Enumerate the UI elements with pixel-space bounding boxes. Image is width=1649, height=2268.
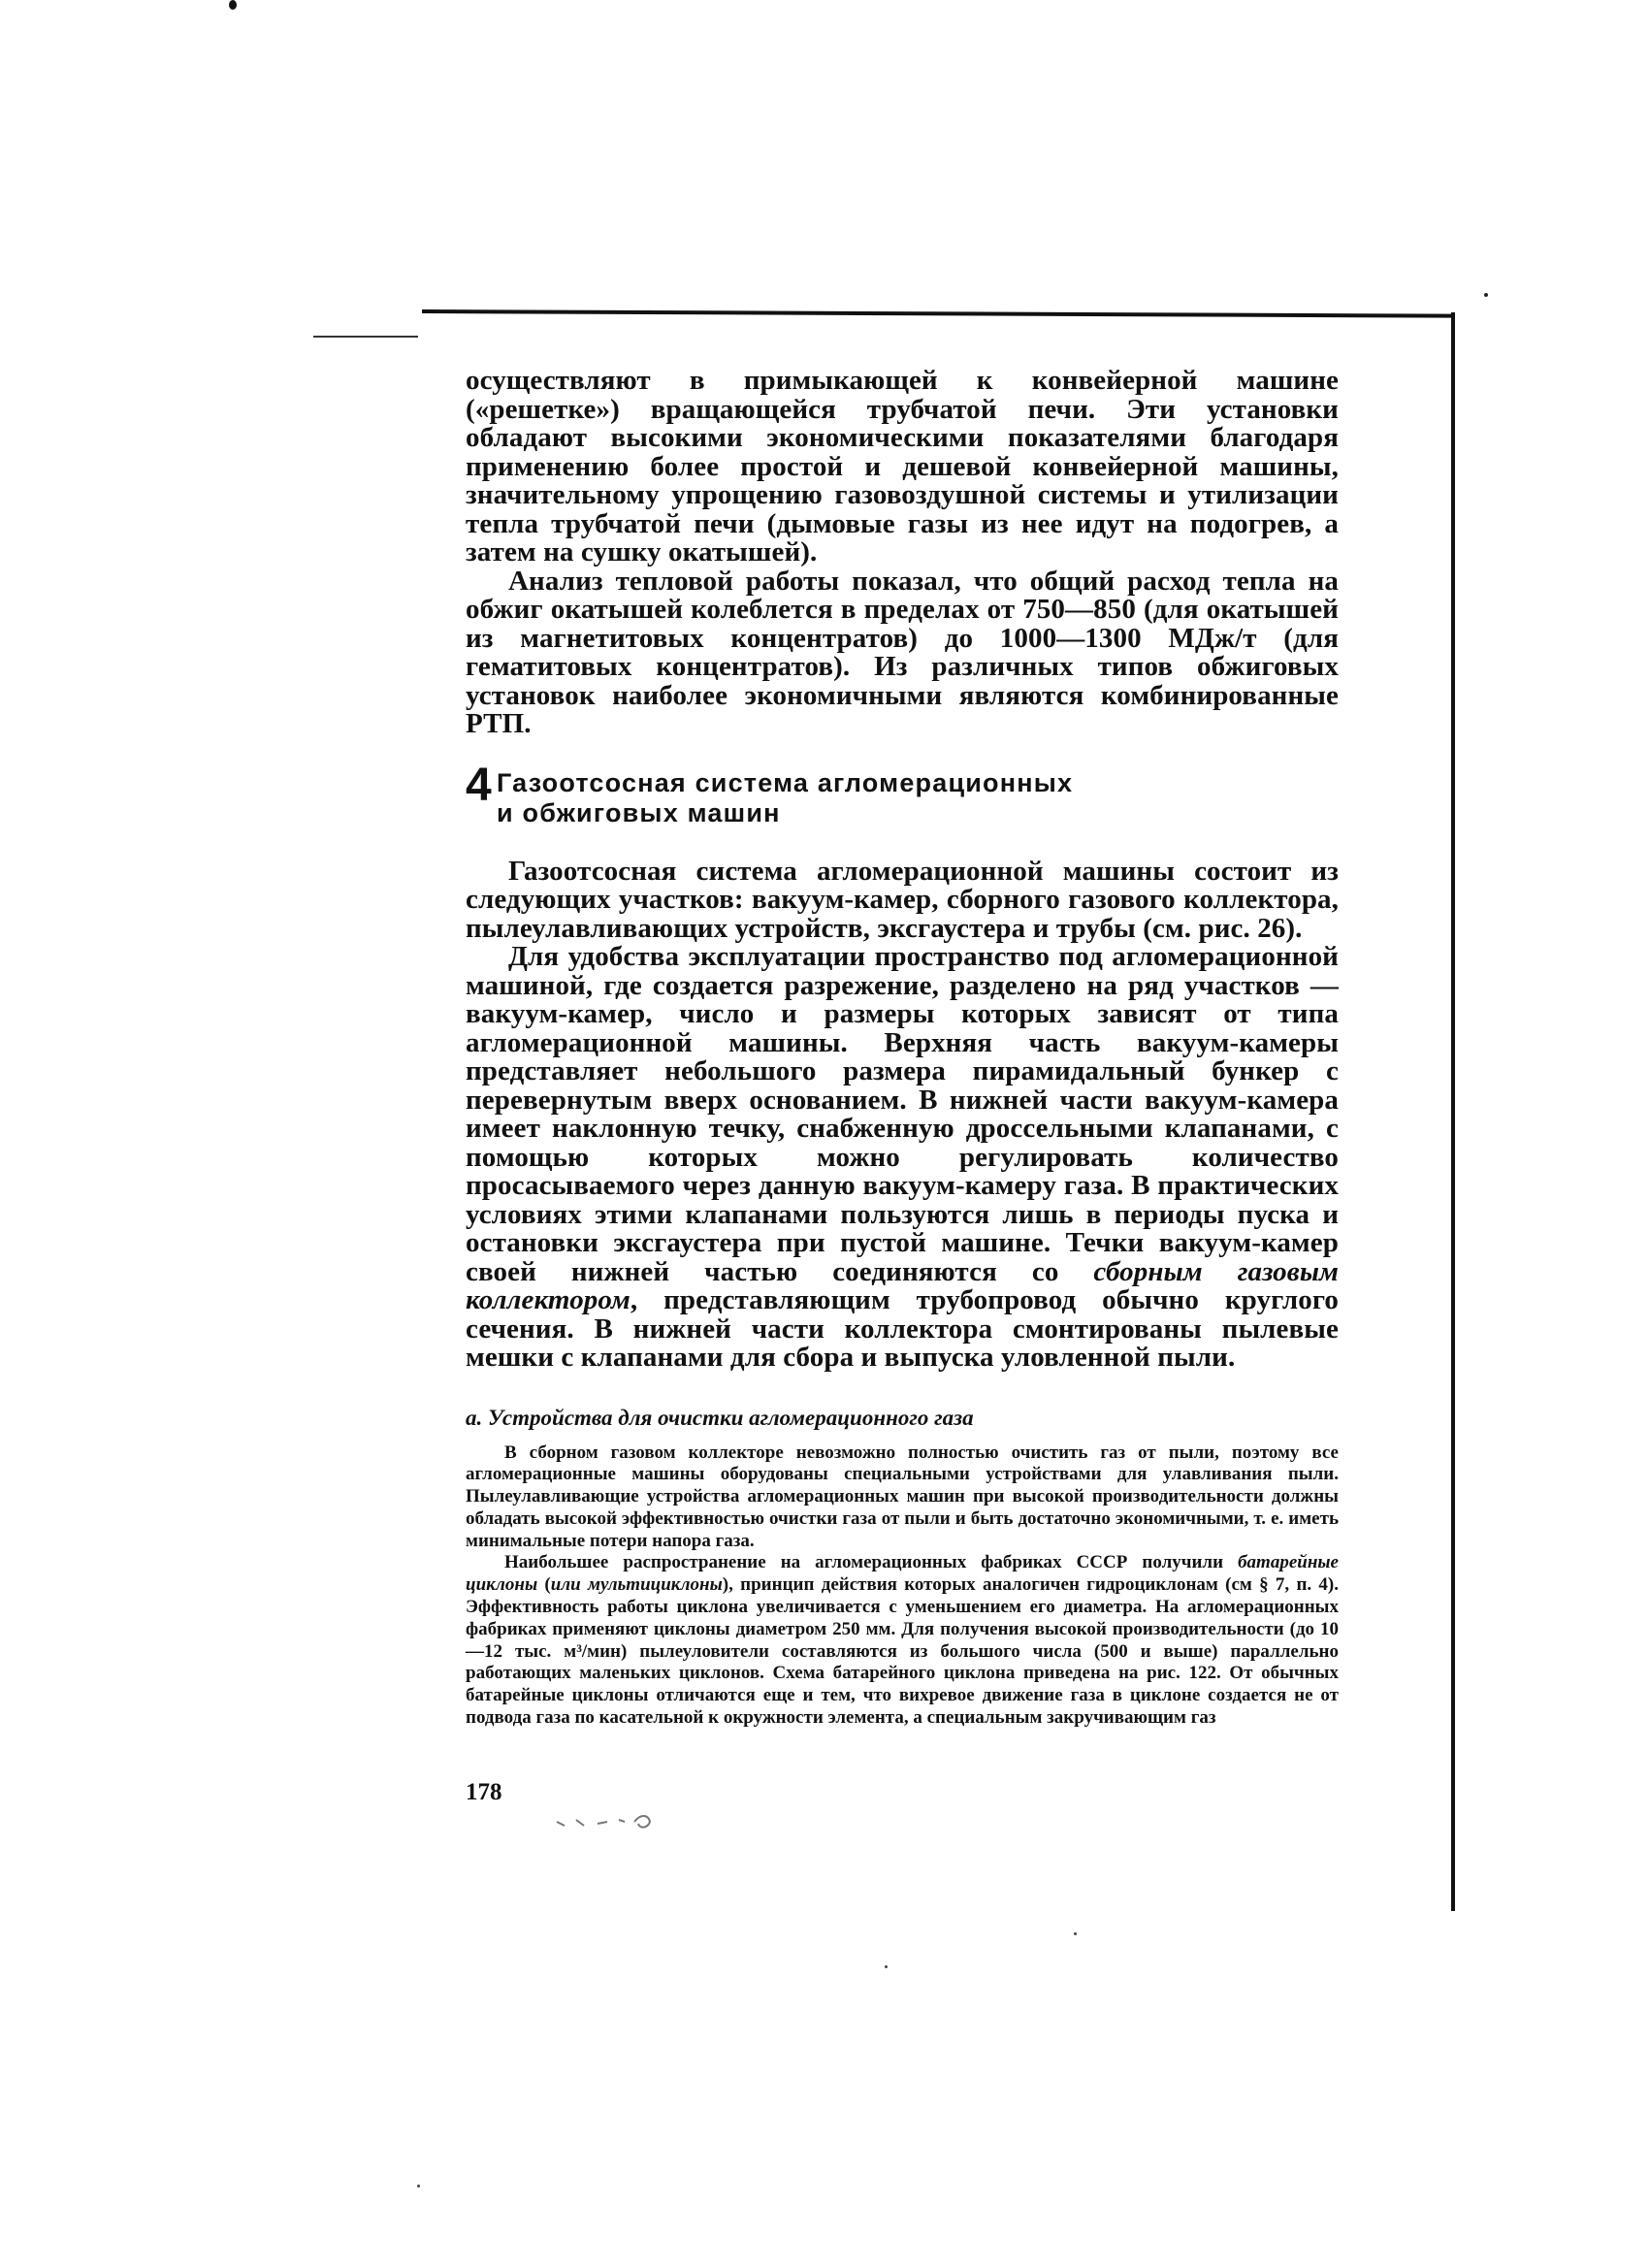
page-text (466, 367, 1339, 1730)
page-edge-left (313, 336, 418, 338)
subheading: а. Устройства для очистки агломерационного газа (466, 1405, 974, 1430)
scan-mark (555, 1810, 691, 1835)
paragraph: Анализ тепловой работы показал, что общий расход тепла на обжиг окатышей колеблется в пределах от 750—850 (для окатышей из магнетитовых концентратов) до 1000—1300 МДж/т (для гематитовых концентратов). Из различных типов обжиговых установок наиболее экономичными являются комбинированные РТП. (466, 565, 1339, 739)
emphasis: батарейные циклоны (466, 1552, 1339, 1596)
paragraph: осуществляют в примыкающей к конвейерной машине («решетке») вращающейся трубчатой печи. Эти установки обладают высокими экономическими показателями благодаря применению более простой и дешевой конвейерной машины, значительному упрощению газовоздушной системы и утилизации тепла трубчатой печи (дымовые газы из нее идут на подогрев, а затем на сушку окатышей). (466, 365, 1339, 567)
small-print-block (466, 1442, 1339, 1730)
page-edge-top (422, 309, 1453, 318)
paragraph-small: В сборном газовом коллекторе невозможно полностью очистить газ от пыли, поэтому все агломерационные машины оборудованы специальными устройствами для улавливания пыли. Пылеулавливающие устройства агломерационных машин при высокой производительности должны обладать высокой эффективностью очистки газа от пыли и быть достаточно экономичными, т. е. иметь минимальные потери напора газа. (466, 1442, 1339, 1551)
text-run: ), принцип действия которых аналогичен гидроциклонам (см § 7, п. 4). Эффективность работы циклона увеличивается с уменьшением его диаметра. На агломерационных фабриках применяют циклоны диаметром 250 мм. Для получения высокой производительности (до 10—12 тыс. м³/мин) пылеуловители составляются из большого числа (500 и выше) параллельно работающих маленьких циклонов. Схема батарейного циклона приведена на рис. 122. От обычных батарейные циклоны отличаются еще и тем, что вихревое движение газа в циклоне создается не от подвода газа по касательной к окружности элемента, а специальным закручивающим газ (466, 1574, 1340, 1729)
text-run: Наибольшее распространение на агломерационных фабриках СССР получили (504, 1552, 1239, 1573)
emphasis: сборным газовым коллектором (466, 1255, 1340, 1315)
section-number: 4 (466, 759, 492, 811)
scan-speck (1074, 1932, 1077, 1935)
section-title-line: Газоотсосная система агломерационных (497, 767, 1074, 797)
section-heading (466, 759, 1339, 828)
text-run: ( (537, 1574, 551, 1596)
section-title-line: и обжиговых машин (497, 797, 781, 827)
scan-speck (417, 2185, 420, 2187)
emphasis: или мультициклоны (550, 1574, 723, 1596)
scan-speck (229, 0, 237, 10)
paragraph: Газоотсосная система агломерационной машины состоит из следующих участков: вакуум-камер, сборного газового коллектора, пылеулавливающих устройств, эксгаустера и трубы (см. рис. 26). (466, 855, 1339, 944)
page-edge-right (1451, 312, 1455, 1911)
spacer (466, 828, 1339, 858)
paragraph (466, 943, 1339, 1373)
paragraph-small (466, 1552, 1339, 1729)
text-run: Для удобства эксплуатации пространство под агломерационной машиной, где создается разрежение, разделено на ряд участков — вакуум-камер, число и размеры которых зависят от типа агломерационной машины. Верхняя часть вакуум-камеры представляет небольшого размера пирамидальный бункер с перевернутым вверх основанием. В нижней части вакуум-камера имеет наклонную течку, снабженную дроссельными клапанами, с помощью которых можно регулировать количество просасываемого через данную вакуум-камеру газа. В практических условиях этими клапанами пользуются лишь в периоды пуска и остановки эксгаустера при пустой машине. Течки вакуум-камер своей нижней частью соединяются со (466, 941, 1339, 1287)
page-number: 178 (466, 1779, 502, 1805)
section-title (497, 768, 1073, 828)
scan-speck (1484, 293, 1488, 297)
text-run: , представляющим трубопровод обычно круглого сечения. В нижней части коллектора смонтированы пылевые мешки с клапанами для сбора и выпуска уловленной пыли. (466, 1284, 1339, 1373)
scan-speck (885, 1965, 888, 1968)
